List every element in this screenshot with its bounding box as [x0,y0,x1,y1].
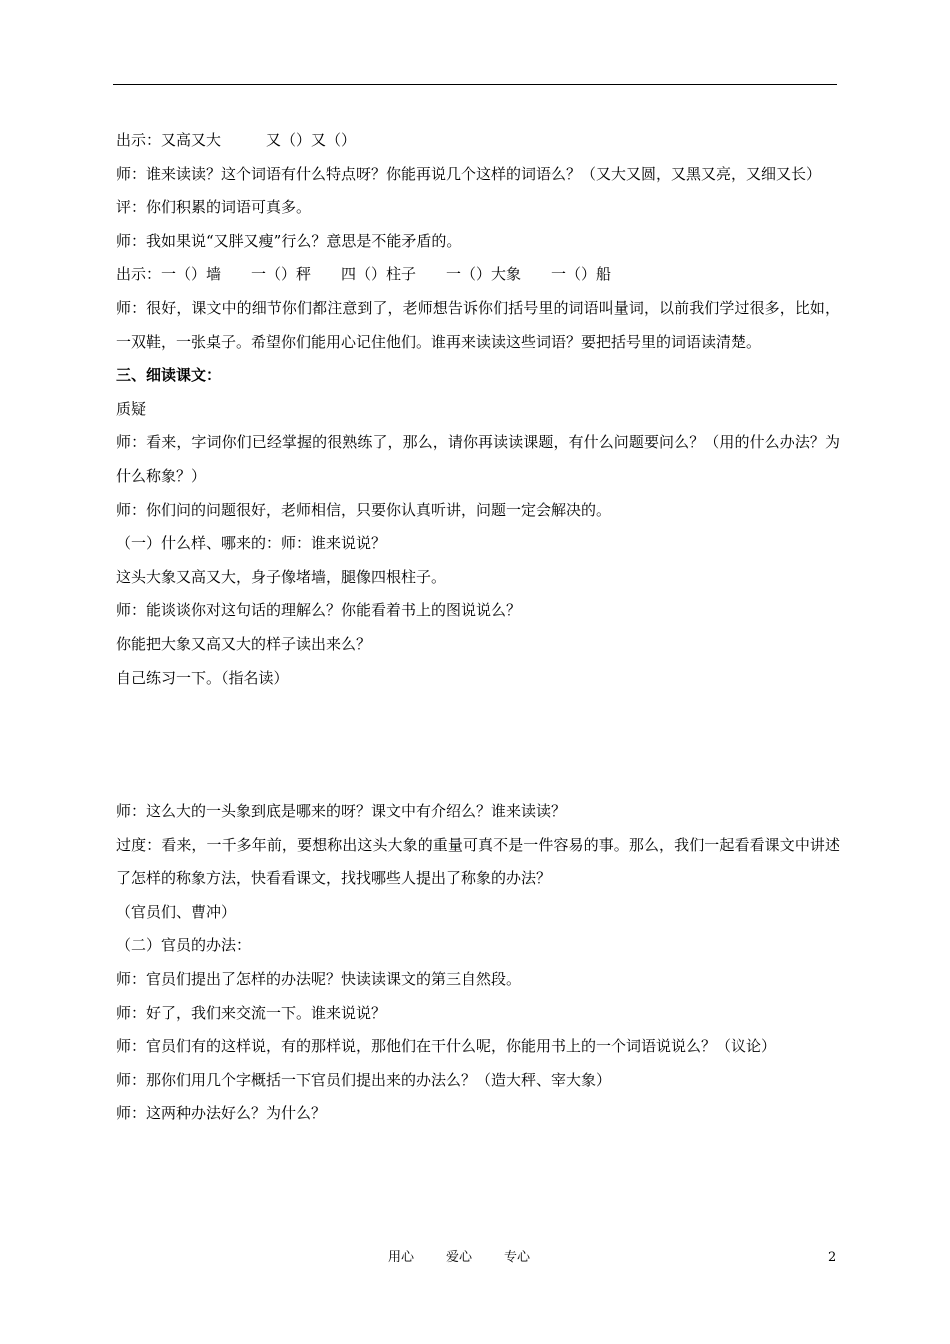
paragraph: （官员们、曹冲） [116,902,237,921]
paragraph: 质疑 [116,399,147,418]
footer-motto-word: 爱心 [446,1250,473,1265]
paragraph: 师：很好，课文中的细节你们都注意到了，老师想告诉你们括号里的词语叫量词，以前我们学过很多，比如，一双鞋，一张桌子。希望你们能用心记住他们。谁再来读读这些词语？要把括号里的词语读清楚。 [116,298,840,351]
paragraph: 师：好了，我们来交流一下。谁来说说？ [116,1003,387,1022]
paragraph: 师：看来，字词你们已经掌握的很熟练了，那么，请你再读读课题，有什么问题要问么？（用的什么办法？为什么称象？） [116,433,840,485]
paragraph: 师：这么大的一头象到底是哪来的呀？课文中有介绍么？谁来读读？ [116,802,567,821]
paragraph: 师：官员们提出了怎样的办法呢？快读读课文的第三自然段。 [116,970,522,989]
section-heading: 三、细读课文： [116,366,222,385]
paragraph: 评：你们积累的词语可真多。 [116,198,312,217]
paragraph: 出示：一（）墙 一（）秤 四（）柱子 一（）大象 一（）船 [116,265,612,284]
document-body [116,124,840,1131]
header-rule [113,84,837,85]
paragraph: 师：谁来读读？这个词语有什么特点呀？你能再说几个这样的词语么？（又大又圆，又黑又亮，又细又长） [116,164,822,183]
paragraph: 你能把大象又高又大的样子读出来么？ [116,634,372,653]
page-number: 2 [828,1250,837,1265]
paragraph: 师：你们问的问题很好，老师相信，只要你认真听讲，问题一定会解决的。 [116,500,612,519]
paragraph: 师：官员们有的这样说，有的那样说，那他们在干什么呢，你能用书上的一个词语说说么？（议论） [116,1037,777,1056]
footer-motto [388,1248,562,1268]
paragraph: （一）什么样、哪来的：师：谁来说说？ [116,534,387,553]
paragraph: 师：我如果说“又胖又瘦”行么？意思是不能矛盾的。 [116,231,462,250]
blank-space [116,695,840,795]
paragraph: 师：那你们用几个字概括一下官员们提出来的办法么？（造大秤、宰大象） [116,1070,612,1089]
paragraph: 师：能谈谈你对这句话的理解么？你能看着书上的图说说么？ [116,601,522,620]
footer-motto-word: 用心 [388,1250,415,1265]
paragraph: 出示：又高又大 又（）又（） [116,131,357,149]
paragraph: 过度：看来，一千多年前，要想称出这头大象的重量可真不是一件容易的事。那么，我们一起看看课文中讲述了怎样的称象方法，快看看课文，找找哪些人提出了称象的办法？ [116,835,840,888]
page-footer [0,1248,950,1268]
paragraph: （二）官员的办法： [116,936,252,955]
paragraph: 师：这两种办法好么？为什么？ [116,1104,327,1123]
paragraph: 自己练习一下。（指名读） [116,668,289,687]
paragraph: 这头大象又高又大，身子像堵墙，腿像四根柱子。 [116,567,447,586]
footer-motto-word: 专心 [504,1250,531,1265]
